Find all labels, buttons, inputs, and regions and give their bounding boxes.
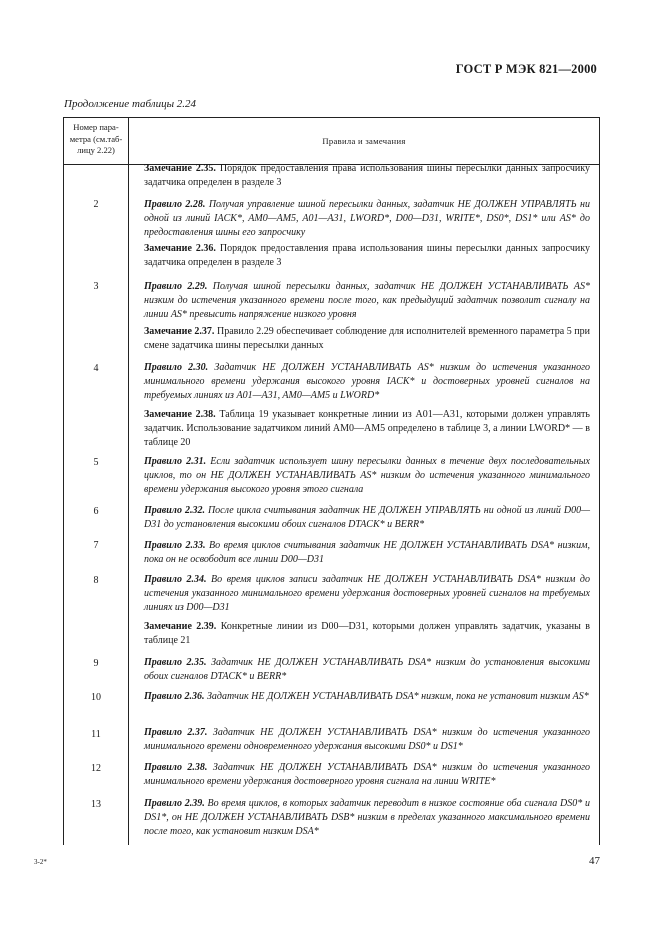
column-divider <box>128 118 129 845</box>
rule-2-30 <box>144 361 590 403</box>
note-2-35 <box>144 162 590 190</box>
rules-header: Правила и замечания <box>322 136 406 146</box>
standard-number: ГОСТ Р МЭК 821—2000 <box>455 62 597 76</box>
param-number: 9 <box>93 658 99 669</box>
entry-label: Правило 2.28. <box>144 199 206 210</box>
entry-label: Правило 2.33. <box>144 540 206 551</box>
param-number: 7 <box>93 540 99 551</box>
entry-label: Правило 2.32. <box>144 505 205 516</box>
entry-text: Во время циклов считывания задатчик НЕ ДОЛЖЕН УСТАНАВЛИВАТЬ DSA* низким, пока он не освободит все линии D00—D31 <box>144 540 590 565</box>
rule-2-31 <box>144 455 590 497</box>
entry-label: Правило 2.36. <box>144 691 205 702</box>
entry-text: Задатчик НЕ ДОЛЖЕН УСТАНАВЛИВАТЬ DSA* низким до истечения указанного минимального времени одновременного удержания высокими DS0* и DS1* <box>144 727 590 752</box>
entry-label: Правило 2.35. <box>144 657 207 668</box>
table-header <box>64 118 599 165</box>
entry-text: Задатчик НЕ ДОЛЖЕН УСТАНАВЛИВАТЬ DSA* низким до установления высокими обоих сигналов DTACK* и BERR* <box>144 657 590 682</box>
param-number: 8 <box>93 575 99 586</box>
rule-2-35 <box>144 656 590 684</box>
entry-text: Правило 2.29 обеспечивает соблюдение для исполнителей временного параметра 5 при смене задатчика шины пересылки данных <box>144 326 590 351</box>
entry-label: Замечание 2.39. <box>144 621 217 632</box>
param-number: 5 <box>93 457 99 468</box>
entry-label: Правило 2.39. <box>144 798 205 809</box>
entry-text: Конкретные линии из D00—D31, которыми должен управлять задатчик, указаны в таблице 21 <box>144 621 591 646</box>
param-number: 6 <box>93 506 99 517</box>
rule-2-33 <box>144 539 590 567</box>
entry-text: Во время циклов, в которых задатчик переводит в низкое состояние оба сигнала DS0* и DS1*, он НЕ ДОЛЖЕН УСТАНАВЛИВАТЬ DSB* низким в пределах указанного максимального времени после того, как установит низким DSA* <box>144 798 590 837</box>
param-number-header: Номер пара- метра (см.таб- лицу 2.22) <box>69 122 123 155</box>
rule-2-29 <box>144 280 590 322</box>
entry-label: Правило 2.29. <box>144 281 208 292</box>
entry-label: Замечание 2.35. <box>144 163 216 174</box>
entry-text: Задатчик НЕ ДОЛЖЕН УСТАНАВЛИВАТЬ DSA* низким, пока не установит низким AS* <box>204 691 589 702</box>
rule-2-32 <box>144 504 590 532</box>
entry-text: Получая управление шиной пересылки данных, задатчик НЕ ДОЛЖЕН УПРАВЛЯТЬ ни одной из линий IACK*, AM0—AM5, A01—A31, LWORD*, D00—D31, WRITE*, DS0*, DS1* или AS* до предоставления шины его запросчику <box>144 199 590 238</box>
param-number: 2 <box>93 199 99 210</box>
entry-text: Во время циклов записи задатчик НЕ ДОЛЖЕН УСТАНАВЛИВАТЬ DSA* низким до истечения указанного минимального времени удержания достоверных уровней сигналов на требуемых линиях из D00—D31 <box>144 574 590 613</box>
note-2-39 <box>144 620 590 648</box>
entry-text: Таблица 19 указывает конкретные линии из A01—A31, которыми должен управлять задатчик. Использование задатчиком линий AM0—AM5 определено в таблице 3, а линии LWORD* — в таблице 20 <box>144 409 590 448</box>
rule-2-28 <box>144 198 590 240</box>
rule-2-39 <box>144 797 590 839</box>
rule-2-34 <box>144 573 590 615</box>
note-2-36 <box>144 242 590 270</box>
param-number: 12 <box>91 763 101 774</box>
rule-2-37 <box>144 726 590 754</box>
table-continuation-caption: Продолжение таблицы 2.24 <box>64 98 197 110</box>
entry-label: Правило 2.34. <box>144 574 207 585</box>
entry-text: Порядок предоставления права использования шины пересылки данных запросчику задатчика определен в разделе 3 <box>144 243 591 268</box>
sheet-mark: 3-2* <box>34 858 47 866</box>
entry-text: Задатчик НЕ ДОЛЖЕН УСТАНАВЛИВАТЬ DSA* низким до истечения указанного минимального времени удержания достоверного уровня сигнала на линии WRITE* <box>144 762 590 787</box>
note-2-37 <box>144 325 590 353</box>
entry-text: Если задатчик использует шину пересылки данных в течение двух последовательных циклов, то он НЕ ДОЛЖЕН УСТАНАВЛИВАТЬ AS* низким до истечения указанного минимального времени удержания высокого уровня этого сигнала <box>144 456 590 495</box>
entry-label: Правило 2.37. <box>144 727 208 738</box>
param-number: 3 <box>93 281 99 292</box>
param-number: 13 <box>91 799 101 810</box>
rule-2-38 <box>144 761 590 789</box>
entry-text: Получая шиной пересылки данных, задатчик НЕ ДОЛЖЕН УСТАНАВЛИВАТЬ AS* низким до истечения указанного времени после того, как предыдущий задатчик позволит сигналу на линии AS* превысить напряжение низкого уровня <box>144 281 590 320</box>
rules-table <box>63 117 600 845</box>
entry-label: Замечание 2.37. <box>144 326 215 337</box>
entry-label: Замечание 2.36. <box>144 243 216 254</box>
rule-2-36 <box>144 690 590 704</box>
entry-label: Правило 2.38. <box>144 762 208 773</box>
page-number: 47 <box>589 855 600 867</box>
entry-label: Замечание 2.38. <box>144 409 216 420</box>
param-number: 4 <box>93 363 99 374</box>
param-number: 11 <box>91 729 101 740</box>
entry-label: Правило 2.30. <box>144 362 209 373</box>
entry-label: Правило 2.31. <box>144 456 207 467</box>
note-2-38 <box>144 408 590 450</box>
entry-text: После цикла считывания задатчик НЕ ДОЛЖЕН УПРАВЛЯТЬ ни одной из линий D00—D31 до установления высокими обоих сигналов DTACK* и BERR* <box>144 505 590 530</box>
entry-text: Порядок предоставления права использования шины пересылки данных запросчику задатчика определен в разделе 3 <box>144 163 591 188</box>
param-number: 10 <box>91 692 101 703</box>
entry-text: Задатчик НЕ ДОЛЖЕН УСТАНАВЛИВАТЬ AS* низким до истечения указанного минимального времени удержания высокого уровня IACK* и достоверных уровней сигналов на требуемых линиях из A01—A31, AM0—AM5 и LWORD* <box>144 362 590 401</box>
